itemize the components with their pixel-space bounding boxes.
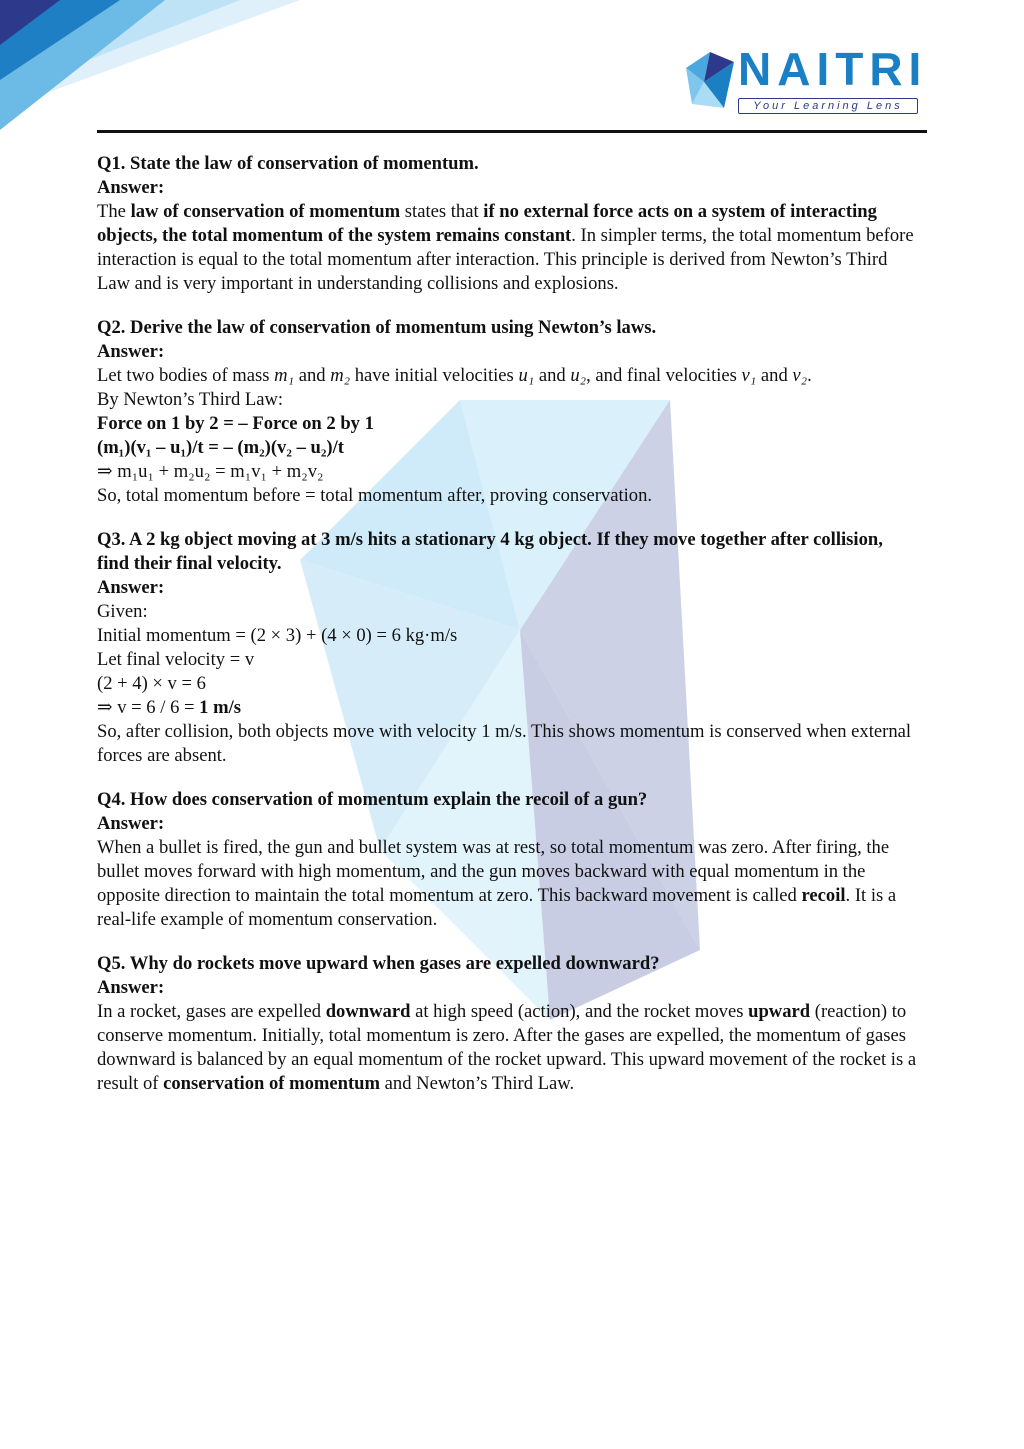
- answer-label: Answer:: [97, 813, 165, 834]
- question-5: [97, 952, 917, 1096]
- text-run: When a bullet is fired, the gun and bullet system was at rest, so total momentum was zero. After firing, the bullet moves forward with high momentum, and the gun moves backward with equal momentum in the opposite direction to maintain the total momentum at zero. This backward movement is called: [97, 837, 890, 906]
- text-run: at high speed (action), and the rocket moves: [410, 1001, 749, 1022]
- logo-wordmark: NAITRI: [738, 43, 928, 95]
- answer-label: Answer:: [97, 977, 165, 998]
- document-body: [97, 152, 917, 1116]
- text-run: and: [294, 365, 331, 386]
- question-1: [97, 152, 917, 296]
- answer-label: Answer:: [97, 177, 165, 198]
- text-run: ⇒ v = 6 / 6 =: [97, 697, 200, 718]
- question-5-title: Q5. Why do rockets move upward when gases are expelled downward?: [97, 953, 660, 974]
- question-2-line-5: ⇒ m₁u₁ + m₂u₂ = m₁v₁ + m₂v₂: [97, 461, 324, 482]
- question-3-line-6: So, after collision, both objects move with velocity 1 m/s. This shows momentum is conserved when external forces are absent.: [97, 721, 912, 766]
- text-run: In a rocket, gases are expelled: [97, 1001, 326, 1022]
- question-4-title: Q4. How does conservation of momentum explain the recoil of a gun?: [97, 789, 648, 810]
- text-run: Let two bodies of mass: [97, 365, 275, 386]
- math-symbol: v₂: [792, 365, 808, 386]
- text-run-bold: downward: [325, 1001, 411, 1022]
- text-run-bold: conservation of momentum: [163, 1073, 381, 1094]
- answer-label: Answer:: [97, 577, 165, 598]
- question-3-line-5: [97, 696, 917, 720]
- question-4-answer: [97, 836, 917, 932]
- question-2-line-6: So, total momentum before = total momentum after, proving conservation.: [97, 485, 653, 506]
- question-2-line-3: Force on 1 by 2 = – Force on 2 by 1: [97, 413, 374, 434]
- question-5-answer: [97, 1000, 917, 1096]
- answer-label: Answer:: [97, 341, 165, 362]
- question-3-title: Q3. A 2 kg object moving at 3 m/s hits a stationary 4 kg object. If they move together after collision, find their final velocity.: [97, 529, 883, 574]
- question-3-line-2: Initial momentum = (2 × 3) + (4 × 0) = 6 kg·m/s: [97, 625, 458, 646]
- text-run: and: [756, 365, 793, 386]
- text-run: and Newton’s Third Law.: [380, 1073, 575, 1094]
- text-run-bold: 1 m/s: [199, 697, 241, 718]
- question-4: [97, 788, 917, 932]
- question-3: [97, 528, 917, 768]
- text-run-bold: if no external force acts on a system of interacting objects, the total momentum of the system remains constant: [97, 201, 877, 246]
- math-symbol: m₁: [274, 365, 295, 386]
- question-1-title: Q1. State the law of conservation of momentum.: [97, 153, 479, 174]
- logo-tagline: Your Learning Lens: [738, 98, 918, 114]
- text-run: . In simpler terms, the total momentum before interaction is equal to the total momentum after interaction. This principle is derived from Newton’s Third Law and is very important in understanding collisions and explosions.: [97, 225, 914, 294]
- logo-emblem-icon: [680, 48, 740, 112]
- corner-decoration: [0, 0, 300, 130]
- text-run: , and final velocities: [586, 365, 742, 386]
- text-run-bold: law of conservation of momentum: [130, 201, 401, 222]
- question-3-line-1: Given:: [97, 601, 148, 622]
- math-symbol: v₁: [741, 365, 757, 386]
- question-3-line-4: (2 + 4) × v = 6: [97, 673, 206, 694]
- math-symbol: m₂: [330, 365, 351, 386]
- text-run-bold: recoil: [801, 885, 846, 906]
- text-run: states that: [400, 201, 484, 222]
- naitri-logo: [680, 43, 930, 120]
- question-2-title: Q2. Derive the law of conservation of momentum using Newton’s laws.: [97, 317, 657, 338]
- question-3-line-3: Let final velocity = v: [97, 649, 255, 670]
- math-symbol: u₁: [518, 365, 535, 386]
- text-run: (reaction) to conserve momentum. Initially, total momentum is zero. After the gases are expelled, the momentum of gases downward is balanced by an equal momentum of the rocket upward. This upward movement of the rocket is a result of: [97, 1001, 917, 1094]
- header-rule: [97, 130, 927, 133]
- text-run: The: [97, 201, 131, 222]
- question-2: [97, 316, 917, 508]
- text-run: and: [534, 365, 571, 386]
- text-run: .: [807, 365, 812, 386]
- text-run-bold: upward: [748, 1001, 811, 1022]
- text-run: have initial velocities: [350, 365, 519, 386]
- question-2-line-4: (m₁)(v₁ – u₁)/t = – (m₂)(v₂ – u₂)/t: [97, 437, 344, 458]
- math-symbol: u₂: [570, 365, 587, 386]
- question-1-answer: [97, 200, 917, 296]
- question-2-line-2: By Newton’s Third Law:: [97, 389, 284, 410]
- question-2-line-1: [97, 364, 917, 388]
- text-run: . It is a real-life example of momentum conservation.: [97, 885, 897, 930]
